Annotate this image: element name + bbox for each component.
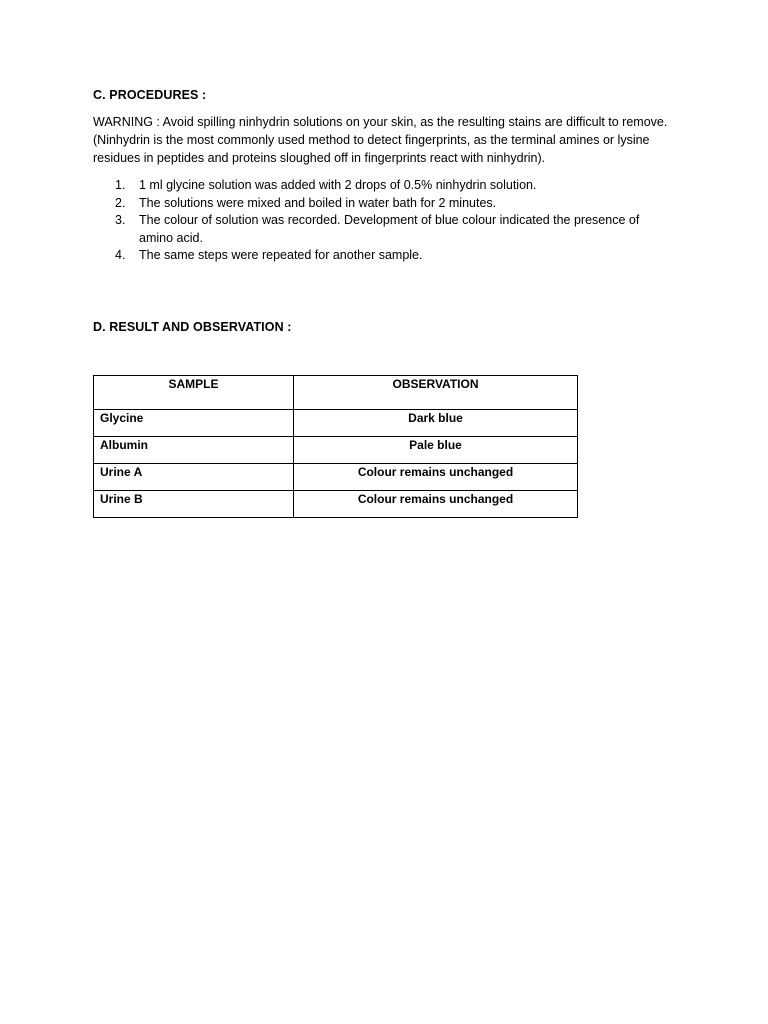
sample-cell: Glycine [94, 410, 294, 437]
step-text: The same steps were repeated for another sample. [139, 248, 423, 262]
table-row [94, 491, 578, 518]
results-heading: D. RESULT AND OBSERVATION : [93, 320, 292, 334]
list-item [93, 247, 673, 265]
step-text: The solutions were mixed and boiled in water bath for 2 minutes. [139, 195, 497, 210]
list-item [93, 195, 673, 213]
warning-paragraph: WARNING : Avoid spilling ninhydrin solutions on your skin, as the resulting stains are difficult to remove. (Ninhydrin is the most commonly used method to detect fingerprints, as the terminal amines or lysine residues in peptides and proteins sloughed off in fingerprints react with ninhydrin). [93, 115, 668, 165]
step-text: 1 ml glycine solution was added with 2 drops of 0.5% ninhydrin solution. [139, 178, 537, 192]
step-number: 4. [115, 248, 126, 262]
observation-column-header: OBSERVATION [294, 376, 578, 410]
table-header-row [94, 376, 578, 410]
sample-cell: Albumin [94, 437, 294, 464]
table-row [94, 410, 578, 437]
step-number: 2. [115, 195, 126, 210]
step-number: 3. [115, 213, 126, 227]
observation-cell: Colour remains unchanged [294, 464, 578, 491]
sample-cell: Urine B [94, 491, 294, 518]
table-row [94, 464, 578, 491]
list-item [93, 177, 673, 195]
step-number: 1. [115, 178, 126, 192]
observation-table [93, 375, 578, 518]
sample-cell: Urine A [94, 464, 294, 491]
list-item [93, 212, 673, 247]
observation-cell: Pale blue [294, 437, 578, 464]
sample-column-header: SAMPLE [94, 376, 294, 410]
observation-cell: Colour remains unchanged [294, 491, 578, 518]
procedure-steps-list [93, 177, 673, 265]
table-row [94, 437, 578, 464]
step-text: The colour of solution was recorded. Development of blue colour indicated the presence of amino acid. [139, 213, 640, 245]
procedures-heading: C. PROCEDURES : [93, 88, 207, 102]
observation-cell: Dark blue [294, 410, 578, 437]
